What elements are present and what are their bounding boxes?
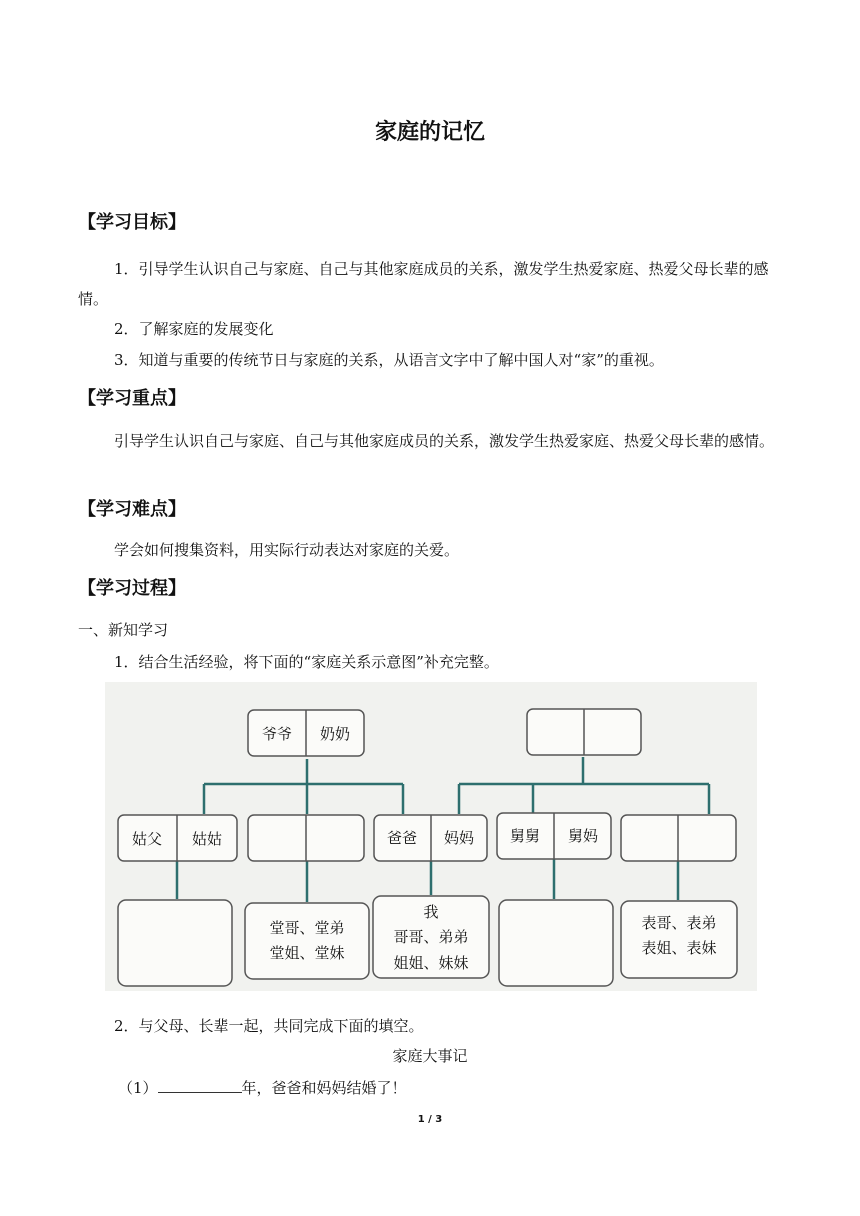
key-points-heading: 【学习重点】 — [78, 388, 186, 409]
fill-in-1-suffix: 年，爸爸和妈妈结婚了！ — [241, 1079, 407, 1097]
grandmother-label: 奶奶 — [319, 725, 351, 743]
page-number: 1 / 3 — [417, 1114, 443, 1125]
objective-3: 3．知道与重要的传统节日与家庭的关系，从语言文字中了解中国人对“家”的重视。 — [114, 351, 664, 369]
self-label: 我 — [423, 903, 439, 921]
difficulties-text: 学会如何搜集资料，用实际行动表达对家庭的关爱。 — [114, 541, 460, 559]
year-blank[interactable] — [158, 1076, 242, 1093]
paternal-aunt-label: 姑姑 — [191, 830, 223, 848]
part1-label: 一、新知学习 — [78, 621, 169, 639]
family-relationship-diagram — [105, 682, 757, 991]
paternal-cousins-male: 堂哥、堂弟 — [269, 919, 345, 937]
task2-text: 2．与父母、长辈一起，共同完成下面的填空。 — [114, 1017, 424, 1035]
objective-1: 1．引导学生认识自己与家庭、自己与其他家庭成员的关系，激发学生热爱家庭、热爱父母长辈的感情。 — [78, 260, 769, 308]
grandfather-label: 爷爷 — [261, 725, 293, 743]
siblings-female: 姐姐、妹妹 — [393, 954, 469, 972]
paternal-cousins-female: 堂姐、堂妹 — [269, 944, 345, 962]
objective-2: 2．了解家庭的发展变化 — [114, 320, 274, 338]
maternal-cousins-female: 表姐、表妹 — [641, 939, 717, 957]
difficulties-heading: 【学习难点】 — [78, 499, 186, 520]
fill-in-1 — [118, 1076, 407, 1099]
father-label: 爸爸 — [386, 829, 418, 847]
siblings-male: 哥哥、弟弟 — [393, 928, 469, 946]
page-title: 家庭的记忆 — [374, 120, 485, 145]
process-heading: 【学习过程】 — [78, 578, 186, 599]
mother-label: 妈妈 — [443, 829, 475, 847]
maternal-uncle-label: 舅舅 — [509, 827, 541, 845]
record-title: 家庭大事记 — [392, 1047, 468, 1065]
maternal-uncle-wife-label: 舅妈 — [567, 827, 599, 845]
uncle-in-law-label: 姑父 — [131, 830, 163, 848]
objectives-heading: 【学习目标】 — [78, 212, 186, 233]
maternal-cousins-male: 表哥、表弟 — [641, 914, 717, 932]
fill-in-1-prefix: （1） — [118, 1079, 158, 1097]
task1-text: 1．结合生活经验，将下面的“家庭关系示意图”补充完整。 — [114, 653, 499, 671]
key-points-text: 引导学生认识自己与家庭、自己与其他家庭成员的关系，激发学生热爱家庭、热爱父母长辈的感情。 — [114, 432, 775, 450]
